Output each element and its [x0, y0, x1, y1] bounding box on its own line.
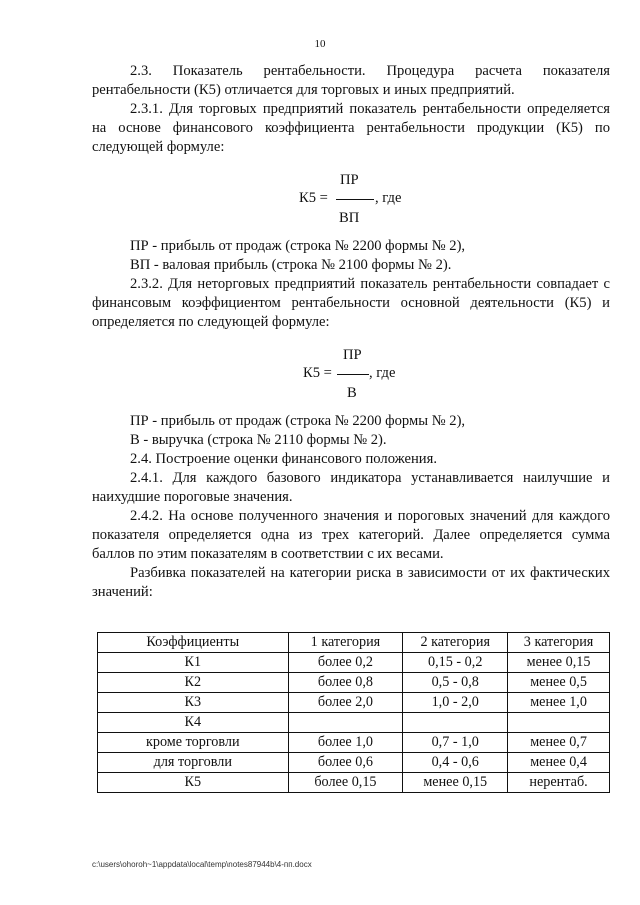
formula-suffix: , где: [375, 190, 402, 206]
table-cell: [508, 713, 610, 733]
formula-numerator: ПР: [340, 172, 359, 188]
table-row: [98, 713, 610, 733]
table-header-cell: 1 категория: [288, 633, 403, 653]
table-cell: менее 0,15: [508, 653, 610, 673]
table-cell: К2: [98, 673, 289, 693]
table-cell: более 0,6: [288, 753, 403, 773]
page-number: 10: [314, 38, 326, 50]
paragraph-table-intro: Разбивка показателей на категории риска в зависимости от их фактических значений:: [92, 565, 610, 600]
formula-denominator: ВП: [339, 210, 360, 226]
table-cell: более 0,8: [288, 673, 403, 693]
formula-lhs: К5 =: [303, 365, 332, 381]
paragraph-2-4-1: 2.4.1. Для каждого базового индикатора устанавливается наилучшие и наихудшие пороговые значения.: [92, 470, 610, 505]
paragraph-2-3-1: 2.3.1. Для торговых предприятий показатель рентабельности определяется на основе финансового коэффициента рентабельности продукции (К5) по следующей формуле:: [92, 101, 610, 155]
file-path-footer: c:\users\ohoroh~1\appdata\local\temp\notes87944b\4-пп.docx: [92, 860, 312, 869]
table-row: [98, 653, 610, 673]
definition-pr: ПР - прибыль от продаж (строка № 2200 формы № 2),: [130, 238, 466, 254]
definition-pr: ПР - прибыль от продаж (строка № 2200 формы № 2),: [130, 413, 466, 429]
table-cell: [288, 713, 403, 733]
table-header-cell: Коэффициенты: [98, 633, 289, 653]
table-cell: менее 0,4: [508, 753, 610, 773]
table-cell: менее 0,15: [403, 773, 508, 793]
table-cell: нерентаб.: [508, 773, 610, 793]
formula-k5-nontrade: [92, 332, 610, 412]
definition-v: В - выручка (строка № 2110 формы № 2).: [130, 432, 387, 448]
formula-suffix: , где: [369, 365, 396, 381]
table-cell: более 2,0: [288, 693, 403, 713]
formula-k5-trade: [92, 157, 610, 237]
table-cell: [403, 713, 508, 733]
table-cell: менее 1,0: [508, 693, 610, 713]
table-cell: 0,5 - 0,8: [403, 673, 508, 693]
table-cell: 1,0 - 2,0: [403, 693, 508, 713]
table-header-row: [98, 633, 610, 653]
table-row: [98, 673, 610, 693]
table-row: [98, 753, 610, 773]
table-row: [98, 733, 610, 753]
table-cell: 0,7 - 1,0: [403, 733, 508, 753]
body-text: [92, 62, 610, 602]
table-row: [98, 693, 610, 713]
table-cell: менее 0,5: [508, 673, 610, 693]
table-cell: К3: [98, 693, 289, 713]
paragraph-2-3-2: 2.3.2. Для неторговых предприятий показатель рентабельности совпадает с финансовым коэффициентом рентабельности основной деятельности (К5) и определяется по следующей формуле:: [92, 276, 610, 330]
formula-denominator: В: [347, 385, 357, 401]
table-row: [98, 773, 610, 793]
table-cell: К1: [98, 653, 289, 673]
table-cell: более 1,0: [288, 733, 403, 753]
table-cell: для торговли: [98, 753, 289, 773]
paragraph-2-4-2: 2.4.2. На основе полученного значения и пороговых значений для каждого показателя определяется одна из трех категорий. Далее определяется сумма баллов по этим показателям в соответствии с их весами.: [92, 508, 610, 562]
table-cell: менее 0,7: [508, 733, 610, 753]
risk-category-table: [97, 632, 610, 793]
formula-numerator: ПР: [343, 347, 362, 363]
formula-lhs: К5 =: [299, 190, 328, 206]
table-cell: более 0,15: [288, 773, 403, 793]
fraction-line: [336, 199, 374, 200]
table-cell: 0,15 - 0,2: [403, 653, 508, 673]
paragraph-2-3: 2.3. Показатель рентабельности. Процедура расчета показателя рентабельности (К5) отличается для торговых и иных предприятий.: [92, 63, 610, 98]
definition-vp: ВП - валовая прибыль (строка № 2100 формы № 2).: [130, 257, 452, 273]
table-cell: кроме торговли: [98, 733, 289, 753]
fraction-line: [337, 374, 369, 375]
table-cell: 0,4 - 0,6: [403, 753, 508, 773]
paragraph-2-4: 2.4. Построение оценки финансового положения.: [130, 451, 437, 467]
table-header-cell: 3 категория: [508, 633, 610, 653]
table-cell: К4: [98, 713, 289, 733]
table-header-cell: 2 категория: [403, 633, 508, 653]
table-cell: К5: [98, 773, 289, 793]
table-cell: более 0,2: [288, 653, 403, 673]
